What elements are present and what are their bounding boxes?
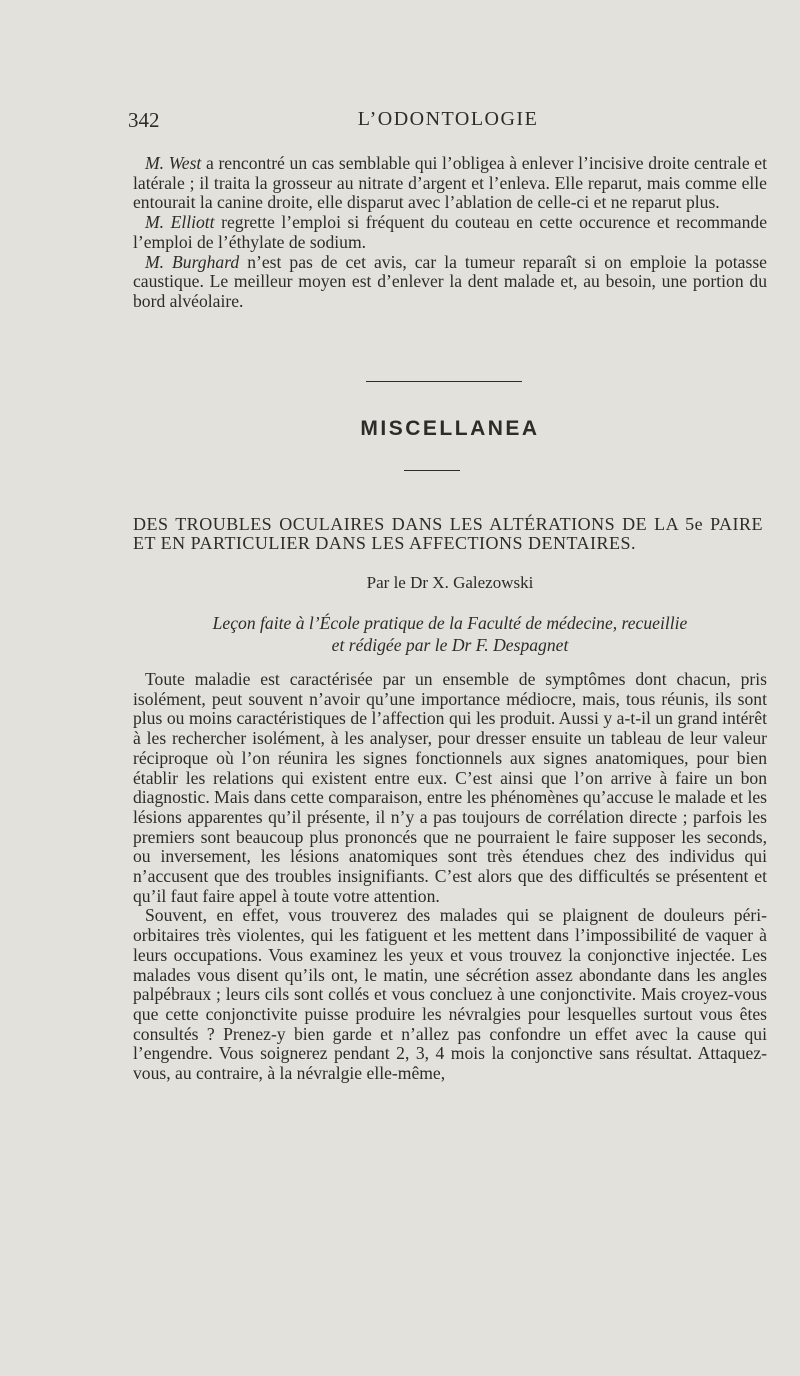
divider-rule <box>404 470 460 471</box>
byline: Par le Dr X. Galezowski <box>366 573 534 592</box>
section-heading: MISCELLANEA <box>360 417 540 440</box>
paragraph-text: a rencontré un cas semblable qui l’obligea à enlever l’incisive droite centrale et latérale ; il traita la grosseur au nitrate d’argent et l’enleva. Elle reparut, mais comme elle entourait la canine droite, elle disparut avec l’ablation de celle-ci et ne reparut plus. <box>133 153 767 213</box>
intro-text <box>133 154 767 312</box>
lecture-note-line: et rédigée par le Dr F. Despagnet <box>331 635 569 655</box>
article-body <box>133 670 767 1084</box>
paragraph-text: n’est pas de cet avis, car la tumeur reparaît si on emploie la potasse caustique. Le meilleur moyen est d’enlever la dent malade et, au besoin, une portion du bord alvéolaire. <box>133 251 767 311</box>
page-number: 342 <box>128 108 160 132</box>
lecture-note-line: Leçon faite à l’École pratique de la Faculté de médecine, recueillie <box>212 613 688 633</box>
paragraph <box>133 213 767 252</box>
running-head <box>128 108 768 136</box>
paragraph: Souvent, en effet, vous trouverez des malades qui se plaignent de douleurs péri-orbitaires très violentes, qui les fatiguent et les mettent dans l’impossibilité de vaquer à leurs occupations. Vous examinez les yeux et vous trouvez la conjonctive injectée. Les malades vous disent qu’ils ont, le matin, une sécrétion assez abondante dans les angles palpébraux ; leurs cils sont collés et vous concluez à une conjonctivite. Mais croyez-vous que cette conjonctivite puisse produire les névralgies pour lesquelles surtout vous êtes consultés ? Prenez-y bien garde et n’allez pas confondre un effet avec la cause qui l’engendre. Vous soignerez pendant 2, 3, 4 mois la conjonctive sans résultat. Attaquez-vous, au contraire, à la névralgie elle-même, <box>133 905 767 1084</box>
speaker-name: M. West <box>145 153 202 173</box>
paragraph: Toute maladie est caractérisée par un ensemble de symptômes dont chacun, pris isolément, peut souvent n’avoir qu’une importance médiocre, mais, tous réunis, ils sont plus ou moins caractéristiques de l’affection qui les produit. Aussi y a-t-il un grand intérêt à les rechercher isolément, à les analyser, pour dresser ensuite un tableau de leur valeur réciproque où l’on réunira les signes fonctionnels aux signes anatomiques, pour bien établir les relations qui existent entre eux. C’est ainsi que l’on arrive à faire un bon diagnostic. Mais dans cette comparaison, entre les phénomènes qu’accuse le malade et les lésions apparentes qu’il présente, il n’y a pas toujours de corrélation directe ; parfois les premiers sont beaucoup plus prononcés que ne pourraient le faire supposer les seconds, ou inversement, les lésions anatomiques sont très étendues chez des individus qui n’accusent que des troubles insignifiants. C’est alors que des difficultés se présentent et qu’il faut faire appel à toute votre attention. <box>133 669 767 906</box>
speaker-name: M. Elliott <box>145 212 215 233</box>
divider-rule <box>366 381 522 382</box>
paragraph <box>133 154 767 213</box>
speaker-name: M. Burghard <box>145 251 240 272</box>
lecture-note <box>133 612 767 656</box>
paragraph <box>133 253 767 312</box>
paragraph-text: regrette l’emploi si fréquent du couteau en cette occurence et recommande l’emploi de l’éthylate de sodium. <box>133 212 768 252</box>
article-title: DES TROUBLES OCULAIRES DANS LES ALTÉRATIONS DE LA 5e PAIRE ET EN PARTICULIER DANS LES AFFECTIONS DENTAIRES. <box>133 514 763 553</box>
journal-title: L’ODONTOLOGIE <box>357 108 539 130</box>
